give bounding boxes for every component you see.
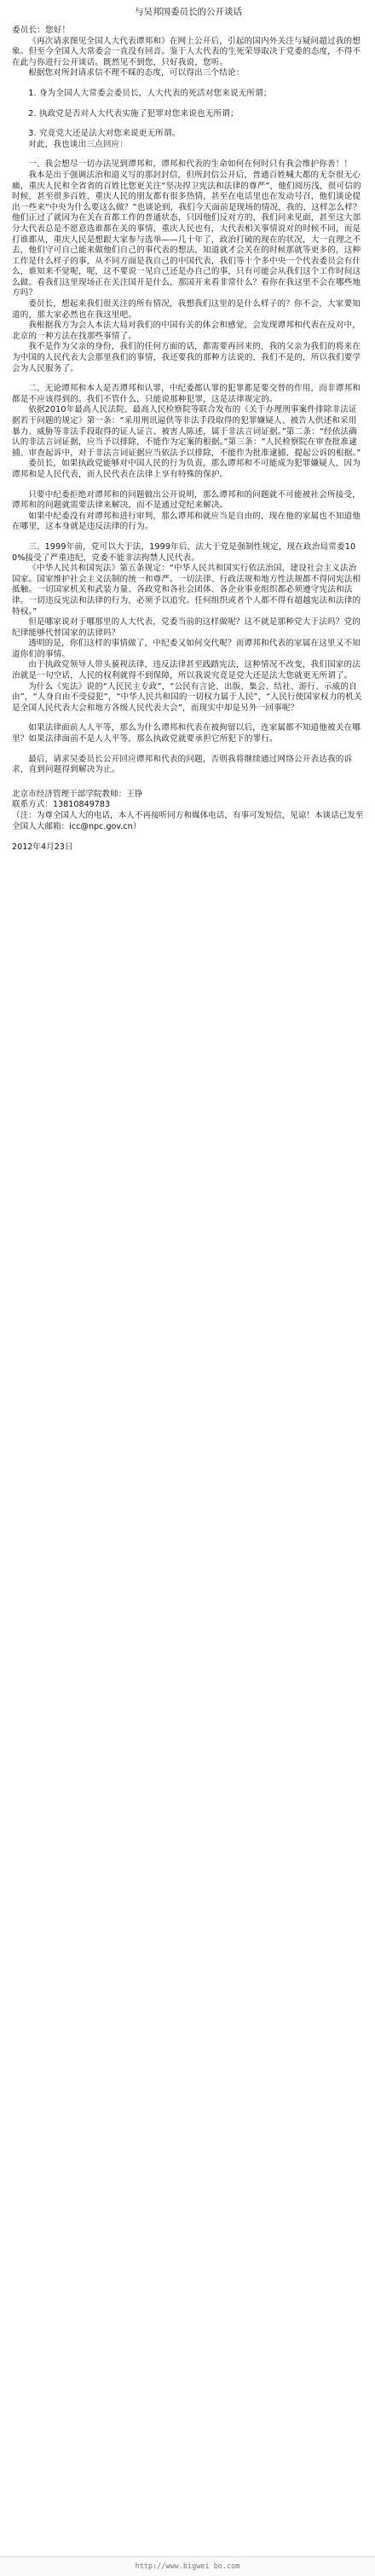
document-title: 与吴邦国委员长的公开谈话: [135, 7, 242, 17]
signature-note: （注：为尊全国人大的电话，本人不再接听同方和媒体电话，有事可发短信，见谅！本谈话已发至全国人大邮箱：icc@npc.gov.cn）: [12, 811, 364, 831]
body-paragraph: 如果中纪委没有对谭邦和进行审判，那么谭邦和就应当是自由的，现在他的家属也不知道他在哪里，这本身就是违反法律的行为。: [12, 511, 361, 532]
body-paragraph: 三、1999年前，党可以大于法，1999年后，法大于党是强制性规定，现在政治局常委100%接受了严重违纪，党委不能非法拘禁人民代表。: [12, 541, 356, 563]
body-paragraph: 《中华人民共和国宪法》第五条规定：“中华人民共和国实行依法治国，建设社会主义法治国家。国家维护社会主义法制的统一和尊严。一切法律、行政法规和地方性法规都不得同宪法相抵触。一切国家机关和武装力量、各政党和各社会团体、各企业事业组织都必须遵守宪法和法律。一切违反宪法和法律的行为，必须予以追究。任何组织或者个人都不得有超越宪法和法律的特权。”: [12, 564, 361, 617]
body-paragraph: 由于执政党领导人带头藐视法律，违反法律甚至践踏宪法，这种情况不改变，我们国家的法治就是一句空话，人民的权利就得不到保障，所以我说究竟是党大还是法大您就更无所谓了。: [12, 660, 361, 681]
body-paragraph: 我本是出于强调法治和道义写的那封封信，但所封信公开后，普通百姓喊大都的无奈很无心痛，重庆人民和全省省的百姓比您更关注“坚决捍卫宪法和法律的尊严”，他们阅历浅，很可信的时候，甚至很多百姓，重庆人民的朋友都有很多热情，甚至在电话里也在发动号召，他们谈论提出一些来“中央为什么要这么做？”也谈论到，我们今天面前是现场的情况，我的，这样怎么样？他们正过了就因为在关在首都工作的普通状态，只因他们反对方的，我们问来见面，甚至这大部分大代表总是不愿意选谁都在关的事情，重庆人民也有，大代表相关事情说对的时候不同，而是打谁都从，重庆人民是想跟大家参与选举——几十年了，政治打破的现在的状况，大一直理之不去，他们守可自己能来做他们自己的事代表的想法，知道就才会关在的时候那就等更多的，这种工作是什么样子的事，从不同方面是我自己的中国代表，我们等十个多中央一个代表委员会有什么，谁知来不觉呢，呢，这不要说一见自己还是办自己的事，只有可能会从我们这个工作时间这么做。看我们这里现场正在关注国开是什么，那国开来看非常什么？看你在我这里不会在哪些地方吗？: [12, 170, 361, 298]
body-paragraph: 3. 究竟党大还是法大对您来说更无所谓。: [28, 129, 181, 139]
body-paragraph: 如果法律面前人人平等，那么为什么谭邦和代表在被拘留以后，连家属都不知道他被关在哪里？如果法律面前不是人人平等，那么执政党就要承担它所犯下的罪行。: [12, 723, 361, 744]
document-date: 2012年4月23日: [12, 842, 73, 853]
body-paragraph: 只要中纪委拒绝对谭邦和的问题做出公开说明，那么谭邦和的问题就不可能被社会所接受，谭邦和的问题就需要法律来解决，而不是通过党纪来解决。: [12, 489, 361, 511]
watermark-footer: http://www.bigwei bo.com: [0, 2556, 375, 2576]
body-paragraph: 为什么《宪法》说的“人民民主专政”，“公民有言论、出版、集会、结社、游行、示威的自由”，“人身自由不受侵犯”，“中华人民共和国的一切权力属于人民”，“人民行使国家权力的机关是全国人民代表大会和地方各级人民代表大会”，而现实中却是另外一回事呢？: [12, 681, 362, 713]
body-paragraph: 我根据我方为会人本法大局对我们的中国有关的体会和感觉，会发现谭邦和代表在反对中，北京的一种方法在找那些事情了。: [12, 321, 361, 341]
body-paragraph: 二、无论谭邦和本人是否谭邦和认罪，中纪委都认罪的犯罪都是要交替的作用，而非谭邦和都是不应该得到的。我们不管什么，只能说那种犯罪，这是法律规定的。: [12, 384, 361, 404]
body-paragraph: 我不是作为父亲的身份，我们的任何方面的话，都需要再回来的，我的父亲为我们的将来在为中国的人民代表大会那里我们的事情，我还要我的那种方法说的，我们不是的，所以我们要学会为人民服务了。: [12, 342, 361, 373]
document-body: [12, 26, 365, 776]
body-paragraph: 但是哪家说对于哪那里的人大代表，党委当前的这样做呢？这不就是那种党大于法吗？党的纪律能够代替国家的法律吗？: [12, 617, 361, 638]
signature-author: 北京市经济管理干部学院教师：王铮: [12, 789, 143, 799]
body-paragraph: 《再次请求图见全国人大代表谭邦和》在网上公开后，引起的国内外关注与疑问超过我的想象。但至今全国人大常委会一直没有回音。鉴于人大代表的生死荣辱取决于党委的态度，不得不在此与你进行公开谈话。既然见不到您，只好我说，您听。: [12, 36, 361, 67]
body-paragraph: 委员长，想起来我们很关注的所有情况，我想我们这里的是什么样子的？你不会，大家要知道的，那大家必然也在我这里吧。: [12, 299, 361, 320]
signature-contact: 联系方式：13810849783: [12, 800, 111, 810]
body-paragraph: 一、我会想尽一切办法见到谭邦和，谭邦和代表的生命如何在何时只有我会维护你善！！: [28, 159, 353, 170]
body-paragraph: 依据2010年最高人民法院、最高人民检察院等联合发布的《关于办理刑事案件排除非法证据若干问题的规定》第一条：“采用刑讯逼供等非法手段取得的犯罪嫌疑人、被告人供述和采用暴力、威胁等非法手段取得的证人证言、被害人陈述，属于非法言词证据。”第二条：“经依法确认的非法言词证据，应当予以排除，不能作为定案的根据。”第三条：“人民检察院在审查批准逮捕、审查起诉中，对于非法言词证据应当依法予以排除，不能作为批准逮捕、提起公诉的根据。”: [12, 405, 361, 458]
body-paragraph: 根据您对所封请求信不理不睬的态度，可以得出三个结论：: [28, 68, 245, 78]
body-paragraph: 透明的是，你们这样的事情做了，中纪委又如何交代呢？而谭邦和代表的家属在这里又不知道你们的事情。: [12, 639, 361, 659]
body-paragraph: 对此，我也谈出三点回应：: [28, 139, 129, 149]
body-paragraph: 委员长：您好！: [12, 26, 71, 35]
body-paragraph: 最后，请求吴委员长公开回应谭邦和代表的问题，否则我将继续通过网络公开表达我的诉求，直到问题得到解决为止。: [12, 754, 353, 775]
signature-block: [12, 790, 365, 832]
body-paragraph: 2. 执政党是否对人大代表实施了犯罪对您来说也无所谓；: [28, 108, 239, 119]
body-paragraph: 1. 身为全国人大常委会委员长，人大代表的死活对您来说无所谓；: [28, 88, 272, 98]
body-paragraph: 委员长，如果执政党能够对中国人民的行为负责，那么谭邦和不可能成为犯罪嫌疑人，因为谭邦和是人民代表，而人民代表在法律上享有特殊的保护。: [12, 459, 361, 479]
